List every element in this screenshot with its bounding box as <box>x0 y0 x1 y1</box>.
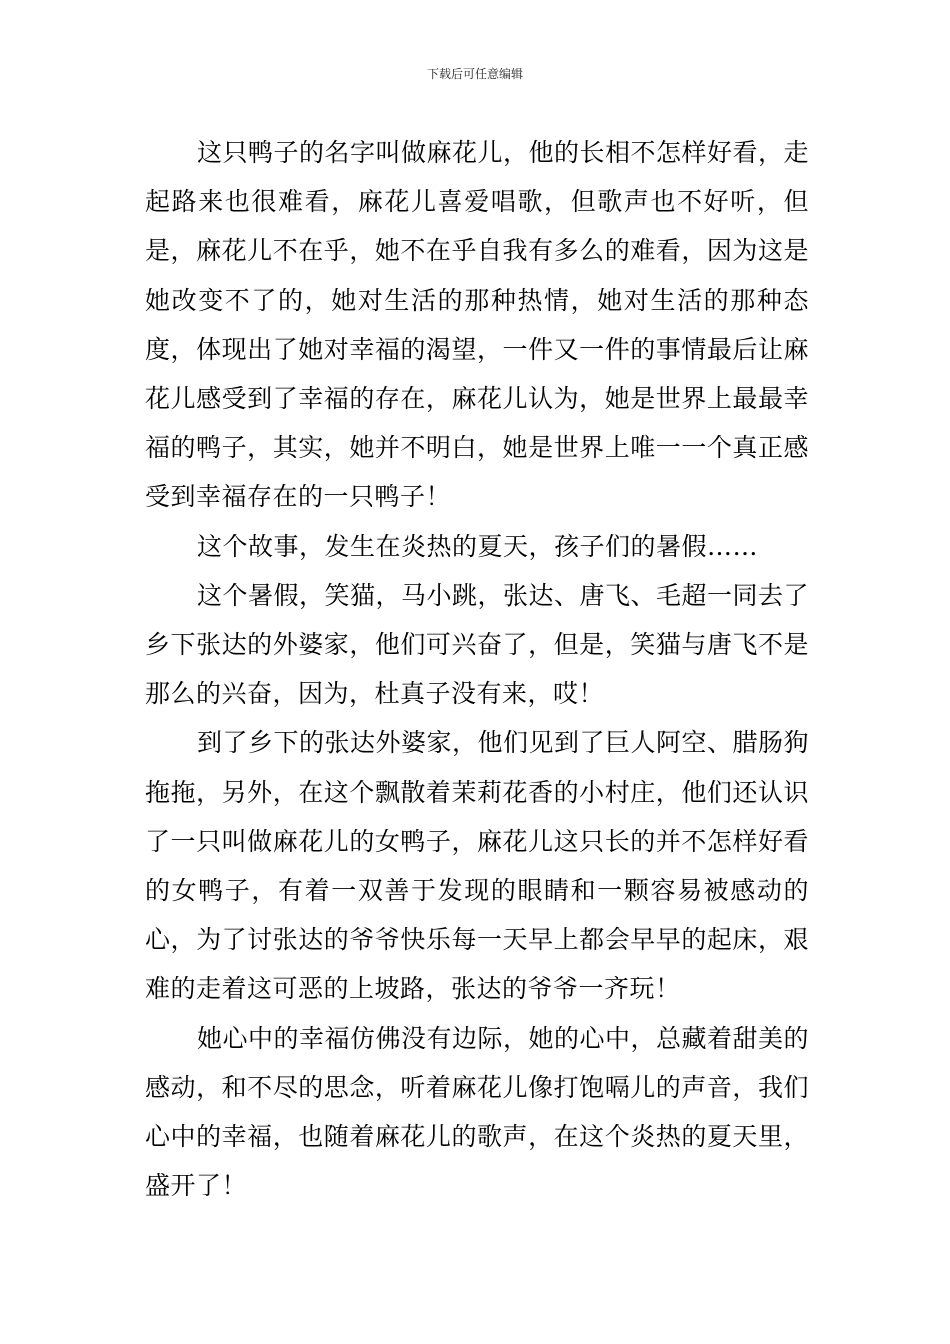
paragraph: 这个故事，发生在炎热的夏天，孩子们的暑假…… <box>197 531 759 561</box>
header-note: 下载后可任意编辑 <box>426 67 523 81</box>
paragraph: 她心中的幸福仿佛没有边际，她的心中，总藏着甜美的感动，和不尽的思念，听着麻花儿像打饱嗝儿的声音，我们心中的幸福，也随着麻花儿的歌声，在这个炎热的夏天里，盛开了！ <box>145 1023 810 1201</box>
paragraph: 这个暑假，笑猫，马小跳，张达、唐飞、毛超一同去了乡下张达的外婆家，他们可兴奋了，但是，笑猫与唐飞不是那么的兴奋，因为，杜真子没有来，哎！ <box>145 580 810 709</box>
document-body <box>145 128 809 1210</box>
paragraph: 这只鸭子的名字叫做麻花儿，他的长相不怎样好看，走起路来也很难看，麻花儿喜爱唱歌，但歌声也不好听，但是，麻花儿不在乎，她不在乎自我有多么的难看，因为这是她改变不了的，她对生活的那种热情，她对生活的那种态度，体现出了她对幸福的渴望，一件又一件的事情最后让麻花儿感受到了幸福的存在，麻花儿认为，她是世界上最最幸福的鸭子，其实，她并不明白，她是世界上唯一一个真正感受到幸福存在的一只鸭子！ <box>145 138 810 512</box>
paragraph: 到了乡下的张达外婆家，他们见到了巨人阿空、腊肠狗拖拖，另外，在这个飘散着茉莉花香的小村庄，他们还认识了一只叫做麻花儿的女鸭子，麻花儿这只长的并不怎样好看的女鸭子，有着一双善于发现的眼睛和一颗容易被感动的心，为了讨张达的爷爷快乐每一天早上都会早早的起床，艰难的走着这可恶的上坡路，张达的爷爷一齐玩！ <box>145 728 810 1004</box>
